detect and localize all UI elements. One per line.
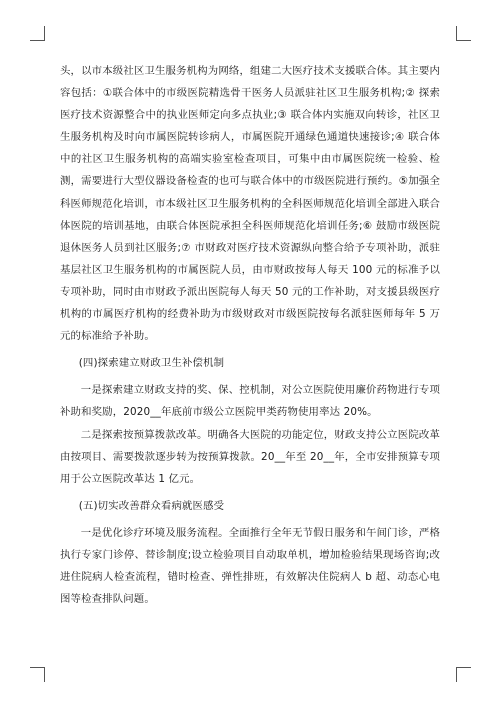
crop-mark-bottom-left — [30, 667, 45, 682]
paragraph-5-1: 一是优化诊疗环境及服务流程。全面推行全年无节假日服务和午间门诊，严格执行专家门诊停、替诊制度;设立检验项目自动取单机，增加检验结果现场咨询;改进住院病人检查流程，错时检查、弹性排班，有效解决住院病人 b 超、动态心电图等检查排队问题。 — [60, 526, 440, 606]
crop-mark-top-right — [456, 26, 471, 41]
document-page — [60, 60, 440, 610]
crop-mark-top-left — [30, 26, 45, 41]
paragraph-4-2: 二是探索按预算拨款改革。明确各大医院的功能定位，财政支持公立医院改革由按项目、需要拨款逐步转为按预算拨款。20__年至 20__年，全市安排预算专项用于公立医院改革达 1 亿元。 — [60, 428, 440, 485]
section-heading-4: (四)探索建立财政卫生补偿机制 — [78, 357, 225, 370]
paragraph-4-1: 一是探索建立财政支持的奖、保、控机制，对公立医院使用廉价药物进行专项补助和奖励，2020__年底前市级公立医院甲类药物使用率达 20%。 — [60, 384, 440, 419]
section-heading-5: (五)切实改善群众看病就医感受 — [78, 499, 225, 512]
paragraph-continuation: 头，以市本级社区卫生服务机构为网络，组建二大医疗技术支援联合体。其主要内容包括：①联合体中的市级医院精选骨干医务人员派驻社区卫生服务机构;② 探索医疗技术资源整合中的执业医师定向多点执业;③ 联合体内实施双向转诊，社区卫生服务机构及时向市属医院转诊病人，市属医院开通绿色通道快速接诊;④ 联合体中的社区卫生服务机构的高端实验室检查项目，可集中由市属医院统一检验、检测，需要进行大型仪器设备检查的也可与联合体中的市级医院进行预约。⑤加强全科医师规范化培训，市本级社区卫生服务机构的全科医师规范化培训全部进入联合体医院的培训基地，由联合体医院承担全科医师规范化培训任务;⑥ 鼓励市级医院退休医务人员到社区服务;⑦ 市财政对医疗技术资源纵向整合给予专项补助，派驻基层社区卫生服务机构的市属医院人员，由市财政按每人每天 100 元的标准予以专项补助，同时由市财政予派出医院每人每天 50 元的工作补助，对支援县级医疗机构的市属医疗机构的经费补助为市级财政对市级医院按每名派驻医师每年 5 万元的标准给予补助。 — [60, 65, 440, 343]
crop-mark-bottom-right — [456, 667, 471, 682]
